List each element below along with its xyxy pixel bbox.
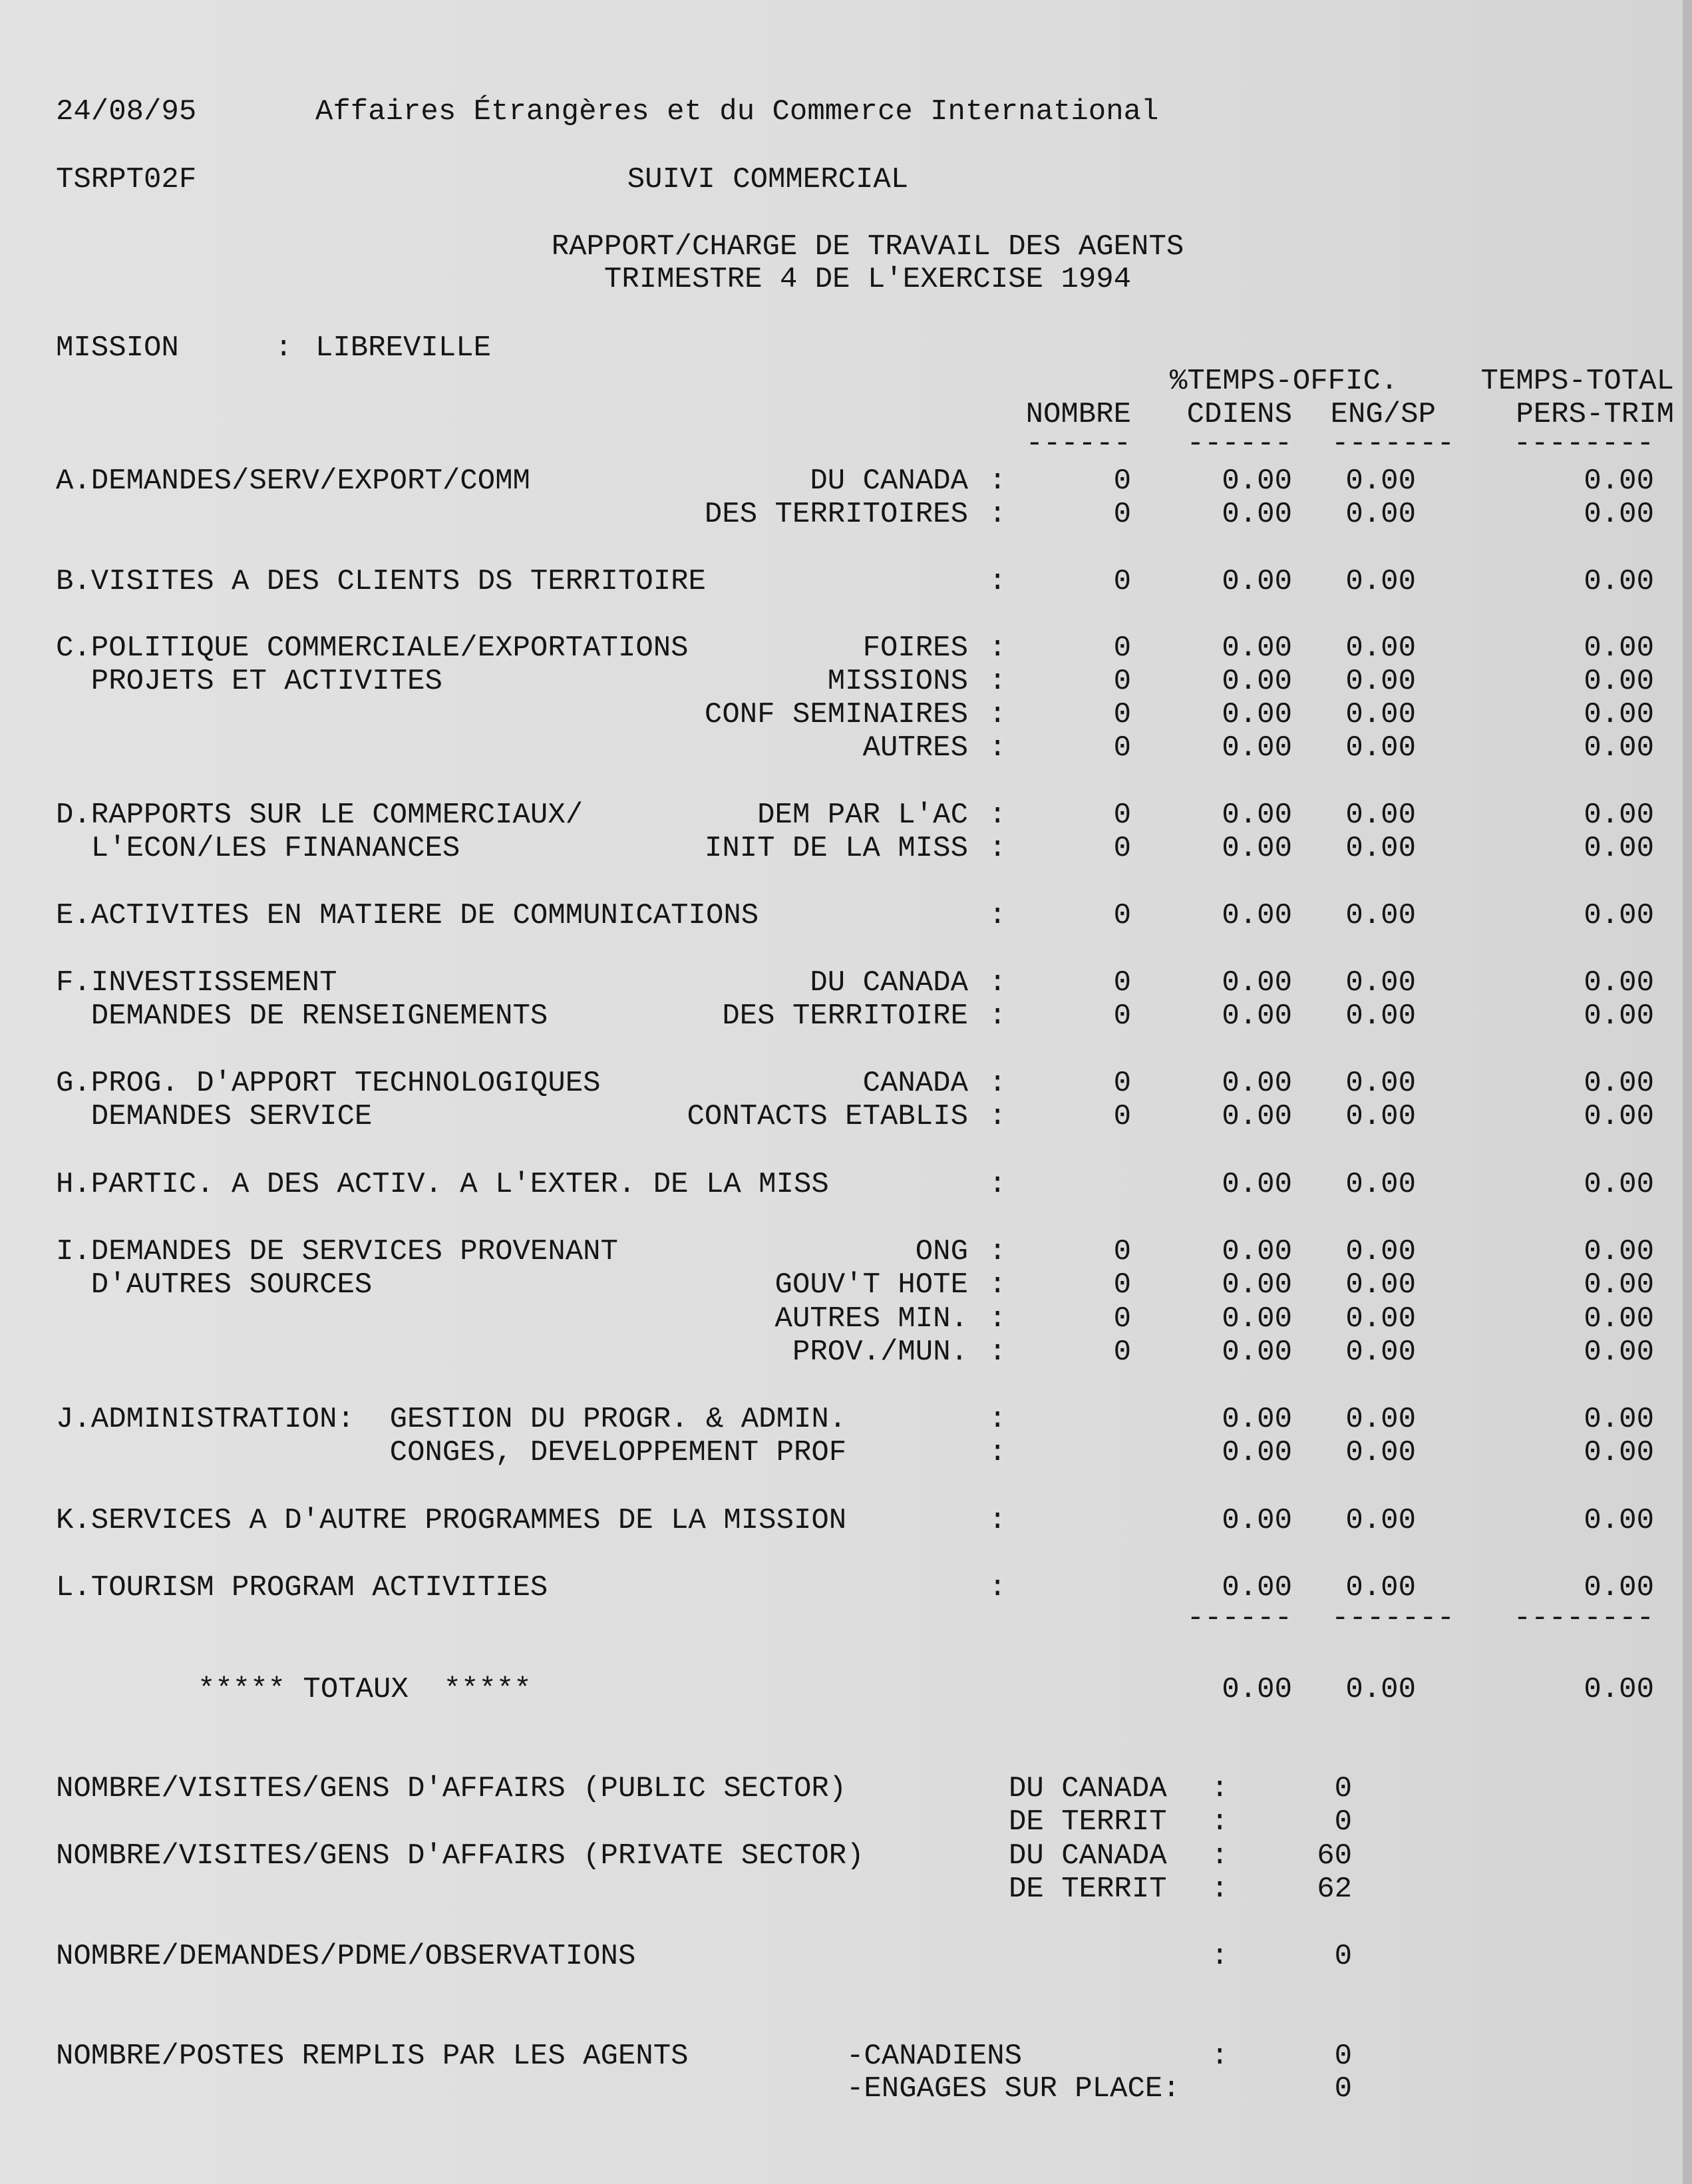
- row-pers-trim: 0.00: [1584, 698, 1654, 731]
- row-label: DEMANDES DE RENSEIGNEMENTS: [56, 1000, 548, 1033]
- row-cdiens: 0.00: [1222, 1235, 1292, 1268]
- row-pers-trim: 0.00: [1584, 464, 1654, 498]
- report-period: TRIMESTRE 4 DE L'EXERCISE 1994: [603, 263, 1132, 296]
- row-sublabel: CONTACTS ETABLIS: [687, 1100, 968, 1133]
- row-cdiens: 0.00: [1222, 632, 1292, 665]
- row-colon: :: [989, 1235, 1007, 1268]
- column-header-engsp: ENG/SP: [1330, 398, 1436, 431]
- row-sublabel: MISSIONS: [827, 665, 968, 698]
- column-underline-cdiens: ------: [1186, 427, 1292, 460]
- row-pers-trim: 0.00: [1584, 1100, 1654, 1133]
- row-nombre: 0: [1113, 1336, 1131, 1369]
- row-label: G.PROG. D'APPORT TECHNOLOGIQUES: [56, 1067, 601, 1100]
- row-nombre: 0: [1113, 1100, 1131, 1133]
- row-cdiens: 0.00: [1222, 1403, 1292, 1436]
- row-label: DEMANDES SERVICE: [56, 1100, 373, 1133]
- row-label: L.TOURISM PROGRAM ACTIVITIES: [56, 1571, 548, 1604]
- column-header-pct-temps: %TEMPS-OFFIC.: [1170, 365, 1399, 398]
- row-nombre: 0: [1113, 698, 1131, 731]
- row-label: A.DEMANDES/SERV/EXPORT/COMM: [56, 464, 530, 498]
- row-colon: :: [989, 665, 1007, 698]
- totals-pers-trim: 0.00: [1584, 1673, 1654, 1706]
- stats-sublabel: DE TERRIT: [1009, 1873, 1167, 1906]
- row-sublabel: PROV./MUN.: [792, 1336, 968, 1369]
- row-engsp: 0.00: [1345, 1268, 1416, 1302]
- report-code: TSRPT02F: [56, 163, 197, 196]
- row-pers-trim: 0.00: [1584, 899, 1654, 932]
- row-sublabel: DU CANADA: [810, 464, 968, 498]
- row-nombre: 0: [1113, 1000, 1131, 1033]
- row-colon: :: [989, 498, 1007, 531]
- row-engsp: 0.00: [1345, 1100, 1416, 1133]
- row-pers-trim: 0.00: [1584, 1571, 1654, 1604]
- row-engsp: 0.00: [1345, 1302, 1416, 1336]
- row-cdiens: 0.00: [1222, 1336, 1292, 1369]
- row-colon: :: [989, 632, 1007, 665]
- row-engsp: 0.00: [1345, 832, 1416, 865]
- row-pers-trim: 0.00: [1584, 1436, 1654, 1469]
- row-label: C.POLITIQUE COMMERCIALE/EXPORTATIONS: [56, 632, 689, 665]
- row-colon: :: [989, 698, 1007, 731]
- row-pers-trim: 0.00: [1584, 498, 1654, 531]
- row-colon: :: [989, 1268, 1007, 1302]
- row-engsp: 0.00: [1345, 1000, 1416, 1033]
- row-engsp: 0.00: [1345, 632, 1416, 665]
- row-engsp: 0.00: [1345, 1504, 1416, 1537]
- row-cdiens: 0.00: [1222, 966, 1292, 1000]
- row-cdiens: 0.00: [1222, 1067, 1292, 1100]
- stats-value: 0: [1334, 2040, 1352, 2073]
- row-cdiens: 0.00: [1222, 698, 1292, 731]
- row-sublabel: CANADA: [862, 1067, 968, 1100]
- totals-cdiens: 0.00: [1222, 1673, 1292, 1706]
- row-cdiens: 0.00: [1222, 1436, 1292, 1469]
- row-colon: :: [989, 1168, 1007, 1201]
- row-engsp: 0.00: [1345, 966, 1416, 1000]
- report-title: RAPPORT/CHARGE DE TRAVAIL DES AGENTS: [551, 230, 1184, 264]
- row-cdiens: 0.00: [1222, 1504, 1292, 1537]
- row-colon: :: [989, 1571, 1007, 1604]
- stats-value: 60: [1317, 1839, 1352, 1873]
- row-nombre: 0: [1113, 1268, 1131, 1302]
- row-cdiens: 0.00: [1222, 1302, 1292, 1336]
- row-colon: :: [989, 799, 1007, 832]
- row-cdiens: 0.00: [1222, 1168, 1292, 1201]
- row-sublabel: AUTRES MIN.: [774, 1302, 968, 1336]
- stats-label: NOMBRE/POSTES REMPLIS PAR LES AGENTS: [56, 2040, 689, 2073]
- row-pers-trim: 0.00: [1584, 799, 1654, 832]
- row-pers-trim: 0.00: [1584, 731, 1654, 765]
- row-colon: :: [989, 1436, 1007, 1469]
- row-nombre: 0: [1113, 1302, 1131, 1336]
- report-date: 24/08/95: [56, 95, 197, 128]
- stats-colon: :: [1211, 2040, 1229, 2073]
- row-cdiens: 0.00: [1222, 498, 1292, 531]
- column-header-cdiens: CDIENS: [1186, 398, 1292, 431]
- stats-colon: :: [1211, 1839, 1229, 1873]
- row-engsp: 0.00: [1345, 464, 1416, 498]
- row-cdiens: 0.00: [1222, 1100, 1292, 1133]
- row-engsp: 0.00: [1345, 698, 1416, 731]
- row-label: L'ECON/LES FINANANCES: [56, 832, 460, 865]
- row-label: H.PARTIC. A DES ACTIV. A L'EXTER. DE LA MISS: [56, 1168, 829, 1201]
- row-engsp: 0.00: [1345, 1336, 1416, 1369]
- row-engsp: 0.00: [1345, 799, 1416, 832]
- row-colon: :: [989, 899, 1007, 932]
- mission-value: LIBREVILLE: [315, 331, 492, 365]
- row-label: I.DEMANDES DE SERVICES PROVENANT: [56, 1235, 618, 1268]
- row-nombre: 0: [1113, 498, 1131, 531]
- row-label: B.VISITES A DES CLIENTS DS TERRITOIRE: [56, 565, 706, 598]
- row-engsp: 0.00: [1345, 731, 1416, 765]
- row-sublabel: INIT DE LA MISS: [704, 832, 968, 865]
- row-pers-trim: 0.00: [1584, 1403, 1654, 1436]
- row-sublabel: DES TERRITOIRES: [704, 498, 968, 531]
- row-pers-trim: 0.00: [1584, 632, 1654, 665]
- row-colon: :: [989, 832, 1007, 865]
- row-colon: :: [989, 966, 1007, 1000]
- stats-sublabel: -CANADIENS: [846, 2040, 1023, 2073]
- row-label: D.RAPPORTS SUR LE COMMERCIAUX/: [56, 799, 584, 832]
- row-engsp: 0.00: [1345, 1168, 1416, 1201]
- stats-colon: :: [1211, 1772, 1229, 1805]
- row-cdiens: 0.00: [1222, 565, 1292, 598]
- row-colon: :: [989, 464, 1007, 498]
- page-edge: [1683, 0, 1692, 2184]
- row-engsp: 0.00: [1345, 899, 1416, 932]
- row-sublabel: DES TERRITOIRE: [722, 1000, 968, 1033]
- row-pers-trim: 0.00: [1584, 966, 1654, 1000]
- row-engsp: 0.00: [1345, 1571, 1416, 1604]
- row-label: J.ADMINISTRATION: GESTION DU PROGR. & ADMIN.: [56, 1403, 847, 1436]
- row-colon: :: [989, 731, 1007, 765]
- row-nombre: 0: [1113, 1067, 1131, 1100]
- column-header-temps-total: TEMPS-TOTAL: [1480, 365, 1674, 398]
- stats-colon: :: [1211, 1873, 1229, 1906]
- stats-label: NOMBRE/VISITES/GENS D'AFFAIRS (PRIVATE SECTOR): [56, 1839, 864, 1873]
- row-sublabel: ONG: [915, 1235, 968, 1268]
- row-engsp: 0.00: [1345, 1235, 1416, 1268]
- row-sublabel: AUTRES: [862, 731, 968, 765]
- row-pers-trim: 0.00: [1584, 1168, 1654, 1201]
- row-sublabel: CONF SEMINAIRES: [704, 698, 968, 731]
- row-cdiens: 0.00: [1222, 731, 1292, 765]
- row-label: PROJETS ET ACTIVITES: [56, 665, 442, 698]
- row-cdiens: 0.00: [1222, 899, 1292, 932]
- row-engsp: 0.00: [1345, 498, 1416, 531]
- row-cdiens: 0.00: [1222, 464, 1292, 498]
- row-nombre: 0: [1113, 464, 1131, 498]
- stats-value: 0: [1334, 1772, 1352, 1805]
- row-colon: :: [989, 1403, 1007, 1436]
- row-sublabel: FOIRES: [862, 632, 968, 665]
- row-sublabel: DU CANADA: [810, 966, 968, 1000]
- row-colon: :: [989, 1067, 1007, 1100]
- row-nombre: 0: [1113, 565, 1131, 598]
- stats-label: NOMBRE/VISITES/GENS D'AFFAIRS (PUBLIC SECTOR): [56, 1772, 847, 1805]
- row-sublabel: DEM PAR L'AC: [757, 799, 968, 832]
- stats-sublabel: -ENGAGES SUR PLACE:: [846, 2072, 1180, 2105]
- row-pers-trim: 0.00: [1584, 1067, 1654, 1100]
- row-label: CONGES, DEVELOPPEMENT PROF: [56, 1436, 847, 1469]
- row-sublabel: GOUV'T HOTE: [774, 1268, 968, 1302]
- column-underline-nombre: ------: [1025, 427, 1131, 460]
- row-colon: :: [989, 1000, 1007, 1033]
- row-label: K.SERVICES A D'AUTRE PROGRAMMES DE LA MISSION: [56, 1504, 847, 1537]
- row-pers-trim: 0.00: [1584, 1302, 1654, 1336]
- totals-underline-cdiens: ------: [1186, 1602, 1292, 1635]
- column-underline-engsp: -------: [1331, 427, 1454, 460]
- row-nombre: 0: [1113, 966, 1131, 1000]
- stats-sublabel: DU CANADA: [1009, 1772, 1167, 1805]
- row-colon: :: [989, 565, 1007, 598]
- row-nombre: 0: [1113, 665, 1131, 698]
- totals-engsp: 0.00: [1345, 1673, 1416, 1706]
- row-engsp: 0.00: [1345, 1403, 1416, 1436]
- system-name: SUIVI COMMERCIAL: [627, 163, 909, 196]
- column-header-pers-trim: PERS-TRIM: [1516, 398, 1674, 431]
- row-pers-trim: 0.00: [1584, 1336, 1654, 1369]
- row-pers-trim: 0.00: [1584, 665, 1654, 698]
- row-cdiens: 0.00: [1222, 832, 1292, 865]
- row-cdiens: 0.00: [1222, 1000, 1292, 1033]
- mission-label: MISSION: [56, 331, 179, 365]
- row-label: F.INVESTISSEMENT: [56, 966, 337, 1000]
- row-pers-trim: 0.00: [1584, 1235, 1654, 1268]
- column-header-nombre: NOMBRE: [1025, 398, 1131, 431]
- row-cdiens: 0.00: [1222, 1268, 1292, 1302]
- totals-label: ***** TOTAUX *****: [198, 1673, 532, 1706]
- stats-sublabel: DE TERRIT: [1009, 1805, 1167, 1839]
- row-label: E.ACTIVITES EN MATIERE DE COMMUNICATIONS: [56, 899, 759, 932]
- stats-label: NOMBRE/DEMANDES/PDME/OBSERVATIONS: [56, 1940, 636, 1973]
- totals-underline-engsp: -------: [1331, 1602, 1454, 1635]
- row-pers-trim: 0.00: [1584, 1000, 1654, 1033]
- row-pers-trim: 0.00: [1584, 1268, 1654, 1302]
- row-nombre: 0: [1113, 799, 1131, 832]
- row-pers-trim: 0.00: [1584, 1504, 1654, 1537]
- totals-underline-pers-trim: --------: [1513, 1602, 1654, 1635]
- row-label: D'AUTRES SOURCES: [56, 1268, 373, 1302]
- row-nombre: 0: [1113, 832, 1131, 865]
- stats-value: 0: [1334, 2072, 1352, 2105]
- row-engsp: 0.00: [1345, 1067, 1416, 1100]
- row-nombre: 0: [1113, 899, 1131, 932]
- ministry-name: Affaires Étrangères et du Commerce International: [315, 95, 1159, 128]
- stats-sublabel: DU CANADA: [1009, 1839, 1167, 1873]
- row-engsp: 0.00: [1345, 565, 1416, 598]
- row-cdiens: 0.00: [1222, 665, 1292, 698]
- mission-colon: :: [275, 331, 293, 365]
- row-engsp: 0.00: [1345, 1436, 1416, 1469]
- stats-colon: :: [1211, 1805, 1229, 1839]
- stats-value: 0: [1334, 1940, 1352, 1973]
- row-nombre: 0: [1113, 1235, 1131, 1268]
- row-cdiens: 0.00: [1222, 799, 1292, 832]
- row-cdiens: 0.00: [1222, 1571, 1292, 1604]
- row-colon: :: [989, 1302, 1007, 1336]
- row-colon: :: [989, 1336, 1007, 1369]
- row-engsp: 0.00: [1345, 665, 1416, 698]
- row-nombre: 0: [1113, 632, 1131, 665]
- stats-colon: :: [1211, 1940, 1229, 1973]
- row-colon: :: [989, 1100, 1007, 1133]
- column-underline-pers-trim: --------: [1513, 427, 1654, 460]
- row-pers-trim: 0.00: [1584, 832, 1654, 865]
- row-colon: :: [989, 1504, 1007, 1537]
- row-nombre: 0: [1113, 731, 1131, 765]
- row-pers-trim: 0.00: [1584, 565, 1654, 598]
- stats-value: 0: [1334, 1805, 1352, 1839]
- stats-value: 62: [1317, 1873, 1352, 1906]
